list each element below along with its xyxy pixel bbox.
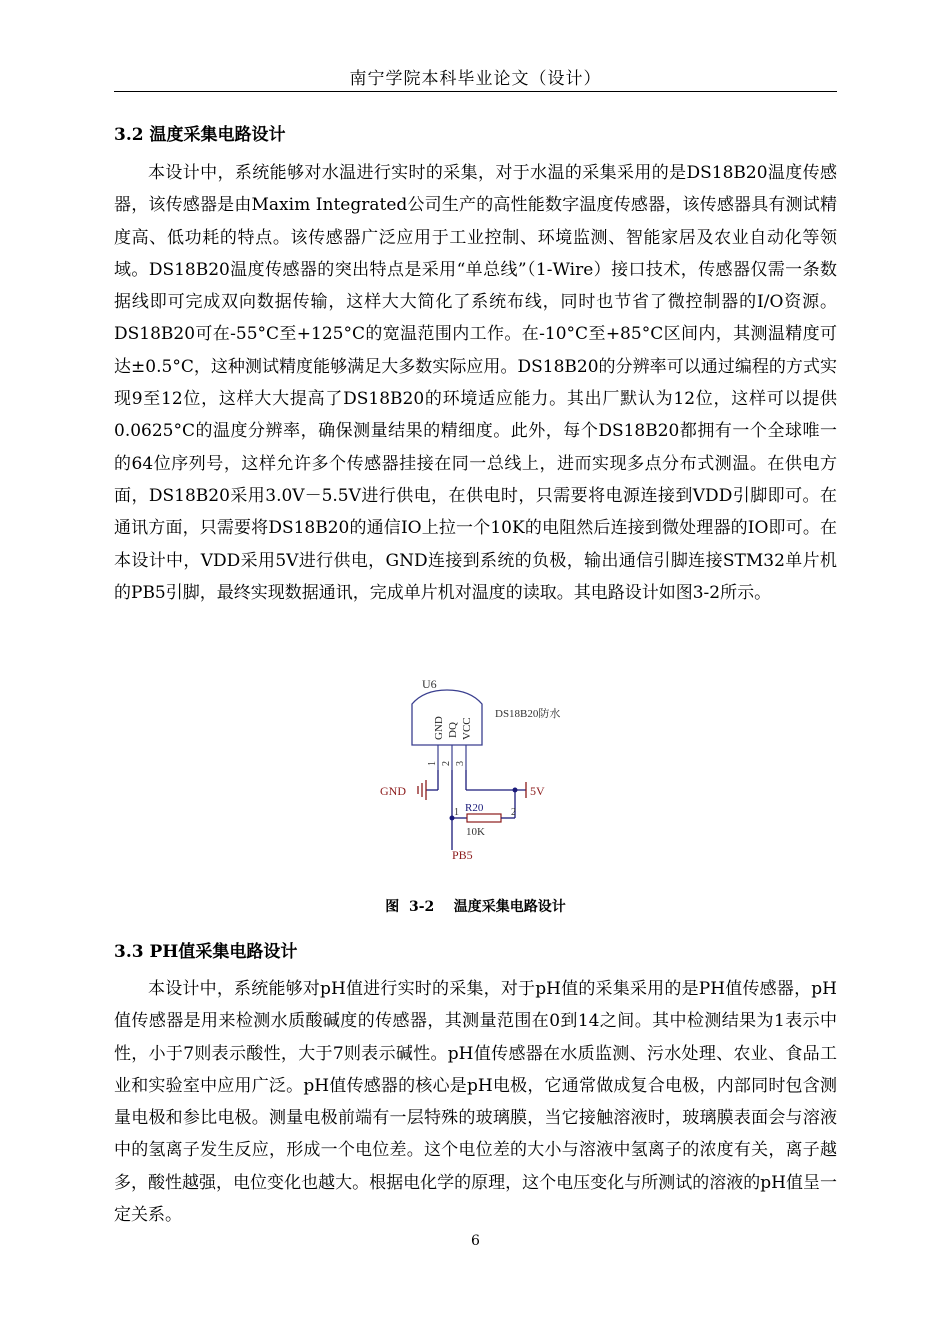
part-name-label: DS18B20防水	[495, 708, 561, 720]
resistor-value-label: 10K	[466, 826, 485, 838]
io-net-label: PB5	[452, 848, 473, 862]
temperature-circuit-schematic	[360, 668, 600, 868]
pin-number-1: 1	[427, 761, 438, 766]
paragraph-ph-circuit: 本设计中，系统能够对pH值进行实时的采集，对于pH值的采集采用的是PH值传感器，pH值传感器是用来检测水质酸碱度的传感器，其测量范围在0到14之间。其中检测结果为1表示中性，小于7则表示酸性，大于7则表示碱性。pH值传感器在水质监测、污水处理、农业、食品工业和实验室中应用广泛。pH值传感器的核心是pH电极，它通常做成复合电极，内部同时包含测量电极和参比电极。测量电极前端有一层特殊的玻璃膜，当它接触溶液时，玻璃膜表面会与溶液中的氢离子发生反应，形成一个电位差。这个电位差的大小与溶液中氢离子的浓度有关，离子越多，酸性越强，电位变化也越大。根据电化学的原理，这个电压变化与所测试的溶液的pH值呈一定关系。	[114, 979, 837, 1226]
pin-number-2: 2	[441, 761, 452, 766]
resistor-body	[467, 814, 501, 822]
resistor-ref-label: R20	[465, 802, 484, 814]
gnd-net-label: GND	[380, 784, 406, 798]
vcc-net-label: 5V	[530, 784, 545, 798]
section-heading-3-2: 3.2 温度采集电路设计	[114, 125, 286, 145]
section-heading-3-3: 3.3 PH值采集电路设计	[114, 942, 298, 962]
pin-gnd-label: GND	[433, 716, 445, 740]
page-number: 6	[471, 1233, 480, 1249]
pin-number-3: 3	[455, 761, 466, 766]
figure-caption: 图 3-2 温度采集电路设计	[385, 899, 566, 915]
pin-vcc-label: VCC	[461, 717, 473, 740]
resistor-pin-2: 2	[511, 807, 516, 818]
pin-dq-label: DQ	[447, 722, 459, 738]
designator-label: U6	[422, 677, 437, 691]
running-header: 南宁学院本科毕业论文（设计）	[349, 69, 602, 89]
resistor-pin-1: 1	[454, 807, 459, 818]
header-rule	[114, 91, 837, 92]
paragraph-temperature-circuit: 本设计中，系统能够对水温进行实时的采集，对于水温的采集采用的是DS18B20温度传感器，该传感器是由Maxim Integrated公司生产的高性能数字温度传感器，该传感器具有测试精度高、低功耗的特点。该传感器广泛应用于工业控制、环境监测、智能家居及农业自动化等领域。DS18B20温度传感器的突出特点是采用“单总线”（1-Wire）接口技术，传感器仅需一条数据线即可完成双向数据传输，这样大大简化了系统布线，同时也节省了微控制器的I/O资源。DS18B20可在-55°C至+125°C的宽温范围内工作。在-10°C至+85°C区间内，其测温精度可达±0.5°C，这种测试精度能够满足大多数实际应用。DS18B20的分辨率可以通过编程的方式实现9至12位，这样大大提高了DS18B20的环境适应能力。其出厂默认为12位，这样可以提供0.0625°C的温度分辨率，确保测量结果的精细度。此外，每个DS18B20都拥有一个全球唯一的64位序列号，这样允许多个传感器挂接在同一总线上，进而实现多点分布式测温。在供电方面，DS18B20采用3.0V－5.5V进行供电，在供电时，只需要将电源连接到VDD引脚即可。在通讯方面，只需要将DS18B20的通信IO上拉一个10K的电阻然后连接到微处理器的IO即可。在本设计中，VDD采用5V进行供电，GND连接到系统的负极，输出通信引脚连接STM32单片机的PB5引脚，最终实现数据通讯，完成单片机对温度的读取。其电路设计如图3-2所示。	[114, 163, 837, 603]
